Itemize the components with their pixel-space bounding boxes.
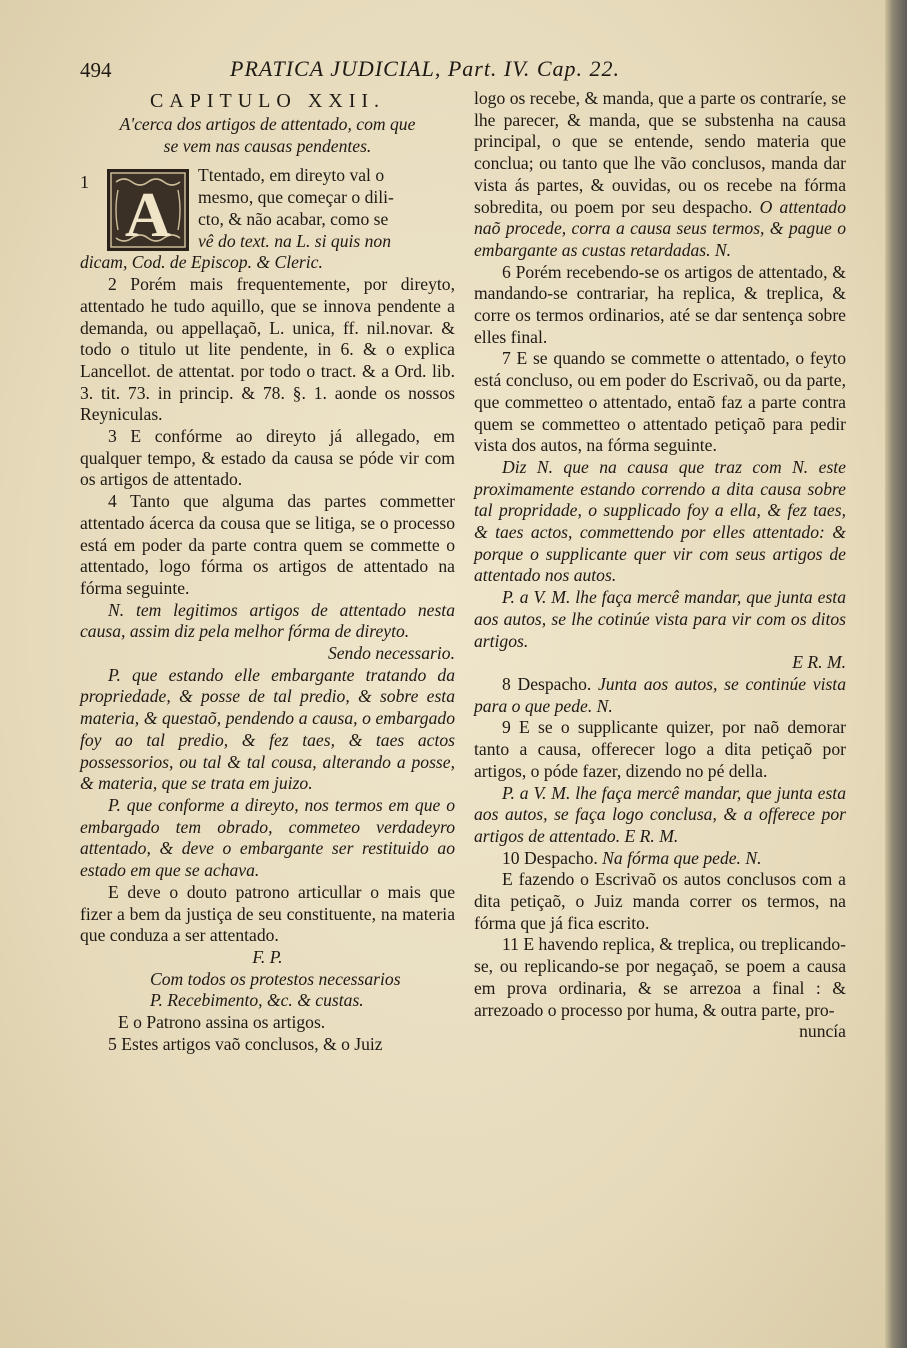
para-2: 2 Porém mais frequentemente, por direyto, attentado he tudo aquillo, que se innova pendente a demanda, ou appellaçaõ, L. unica, ff. nil.novar. & todo o titulo ut lite pendente, in 6. & o explica Lancellot. de attentat. por todo o tract. & a Ord. lib. 3. tit. 73. in princip. & 78. §. 1. aonde os nossos Reyniculas.	[80, 274, 455, 425]
r-para-2: 6 Porém recebendo-se os artigos de attentado, & mandando-se contrariar, ha replica, & treplica, & corre os termos ordinarios, até se dar sentença sobre elles final.	[474, 261, 846, 347]
para-1-line-2: mesmo, que começar o dili-	[198, 187, 394, 208]
para-5: E deve o douto patrono articullar o mais que fizer a bem da justiça de seu constituente, na materia que conduza a ser attentado.	[80, 881, 455, 946]
r-para-6-lead: 10 Despacho.	[502, 847, 598, 868]
signature-receipt: P. Recebimento, &c. & custas.	[150, 990, 364, 1011]
r-para-6-italic: Na fórma que pede. N.	[602, 847, 762, 868]
para-1-line-3: cto, & não acabar, como se	[198, 208, 389, 229]
page-header	[80, 56, 720, 86]
left-column	[80, 88, 455, 1055]
signature-protests: Com todos os protestos necessarios	[150, 968, 401, 989]
chapter-subtitle-line-2: se vem nas causas pendentes.	[163, 135, 372, 156]
r-para-4-italic: Junta aos autos, se continúe vista para o que pede. N.	[474, 673, 846, 716]
book-binding-edge	[885, 0, 907, 1348]
signature-note: E o Patrono assina os artigos.	[118, 1012, 326, 1033]
r-para-3: 7 E se quando se commette o attentado, o feyto está concluso, ou em poder do Escrivaõ, ou da parte, que commetteo o attentado, entaõ faz a parte contra quem se commetteo o attentado petiçaõ para pedir vista dos autos, na fórma seguinte.	[474, 348, 846, 456]
r-para-4	[474, 674, 846, 717]
r-para-1-italic: O attentado naõ procede, corra a causa seus termos, & pague o embargante as custas retardadas. N.	[474, 196, 847, 260]
r-para-1	[474, 88, 846, 262]
r-form-request-tail: E R. M.	[792, 652, 846, 673]
form-articles-intro: N. tem legitimos artigos de attentado nesta causa, assim diz pela melhor fórma de direyto.	[80, 599, 455, 642]
para-1-line-4: vê do text. na L. si quis non	[198, 230, 392, 251]
para-1-tail: dicam, Cod. de Episcop. & Cleric.	[80, 252, 323, 273]
svg-text:A: A	[124, 179, 172, 251]
r-form-request: P. a V. M. lhe faça mercê mandar, que junta esta aos autos, se lhe cotinúe vista para vir com os ditos artigos.	[474, 587, 846, 651]
r-para-8: 11 E havendo replica, & treplica, ou treplicando-se, ou replicando-se por negaçaõ, se poem a causa em prova ordinaria, & se arrezoa a final : & arrezoado o processo por huma, & outra parte, pro-	[474, 934, 846, 1020]
form-article-1: P. que estando elle embargante tratando da propriedade, & posse de tal predio, & sobre esta materia, & questaõ, pendendo a causa, o embargado foy ao tal predio, & fez taes, & taes actos possessorios, ou tal & tal cousa, alterando a posse, & materia, que se trata em juizo.	[80, 664, 455, 794]
chapter-subtitle-line-1: A'cerca dos artigos de attentado, com que	[119, 114, 416, 134]
r-para-7: E fazendo o Escrivaõ os autos conclusos com a dita petiçaõ, o Juiz manda correr os termos, na fórma que já fica escrito.	[474, 869, 846, 933]
catchword: nuncía	[799, 1021, 846, 1042]
para-4: 4 Tanto que alguma das partes commetter attentado ácerca da cousa que se litiga, se o processo está em poder da parte contra quem se commette o attentado, logo fórma os artigos de attentado na fórma seguinte.	[80, 491, 455, 598]
drop-cap-ornament-icon	[106, 168, 190, 252]
signature-fp: F. P.	[252, 946, 283, 967]
r-para-4-lead: 8 Despacho.	[502, 673, 592, 694]
chapter-title: CAPITULO XXII.	[149, 90, 386, 112]
r-form-petition: Diz N. que na causa que traz com N. este proximamente estando correndo a dita causa sobre tal propridade, o supplicado foy a ella, & fez taes, & taes actos, commettendo por elles attentado: & porque o supplicante quer vir com seus artigos de attentado nos autos.	[474, 456, 846, 586]
page-number: 494	[80, 58, 112, 82]
r-para-5: 9 E se o supplicante quizer, por naõ demorar tanto a causa, offerecer logo a dita petiçaõ por artigos, o póde fazer, dizendo no pé della.	[474, 717, 846, 781]
paragraph-number: 1	[80, 172, 89, 193]
running-head: PRATICA JUDICIAL, Part. IV. Cap. 22.	[230, 56, 621, 81]
r-para-1-text: logo os recebe, & manda, que a parte os contraríe, se lhe parecer, & manda, que se substenha na causa principal, o que se entende, sendo materia que conclua; ou tanto que lhe vão conclusos, manda dar vista ás partes, & ouvidas, ou os recebe na fórma sobredita, ou poem por seu despacho.	[474, 88, 846, 217]
form-articles-intro-tail: Sendo necessario.	[327, 643, 455, 664]
decorated-initial	[80, 168, 190, 252]
r-form-offer: P. a V. M. lhe faça mercê mandar, que junta esta aos autos, se faça logo conclusa, & a offerece por artigos de attentado. E R. M.	[474, 782, 846, 846]
form-article-2: P. que conforme a direyto, nos termos em que o embargado tem obrado, commeteo verdadeyro attentado, & deve o embargante ser restituido ao estado em que se achava.	[80, 794, 455, 881]
right-column	[474, 88, 846, 1043]
r-para-6	[474, 848, 846, 870]
para-6: 5 Estes artigos vaõ conclusos, & o Juiz	[108, 1033, 383, 1054]
para-3: 3 E confórme ao direyto já allegado, em qualquer tempo, & estado da causa se póde vir com os artigos de attentado.	[80, 426, 455, 490]
para-1-line-1: Ttentado, em direyto val o	[198, 165, 385, 186]
